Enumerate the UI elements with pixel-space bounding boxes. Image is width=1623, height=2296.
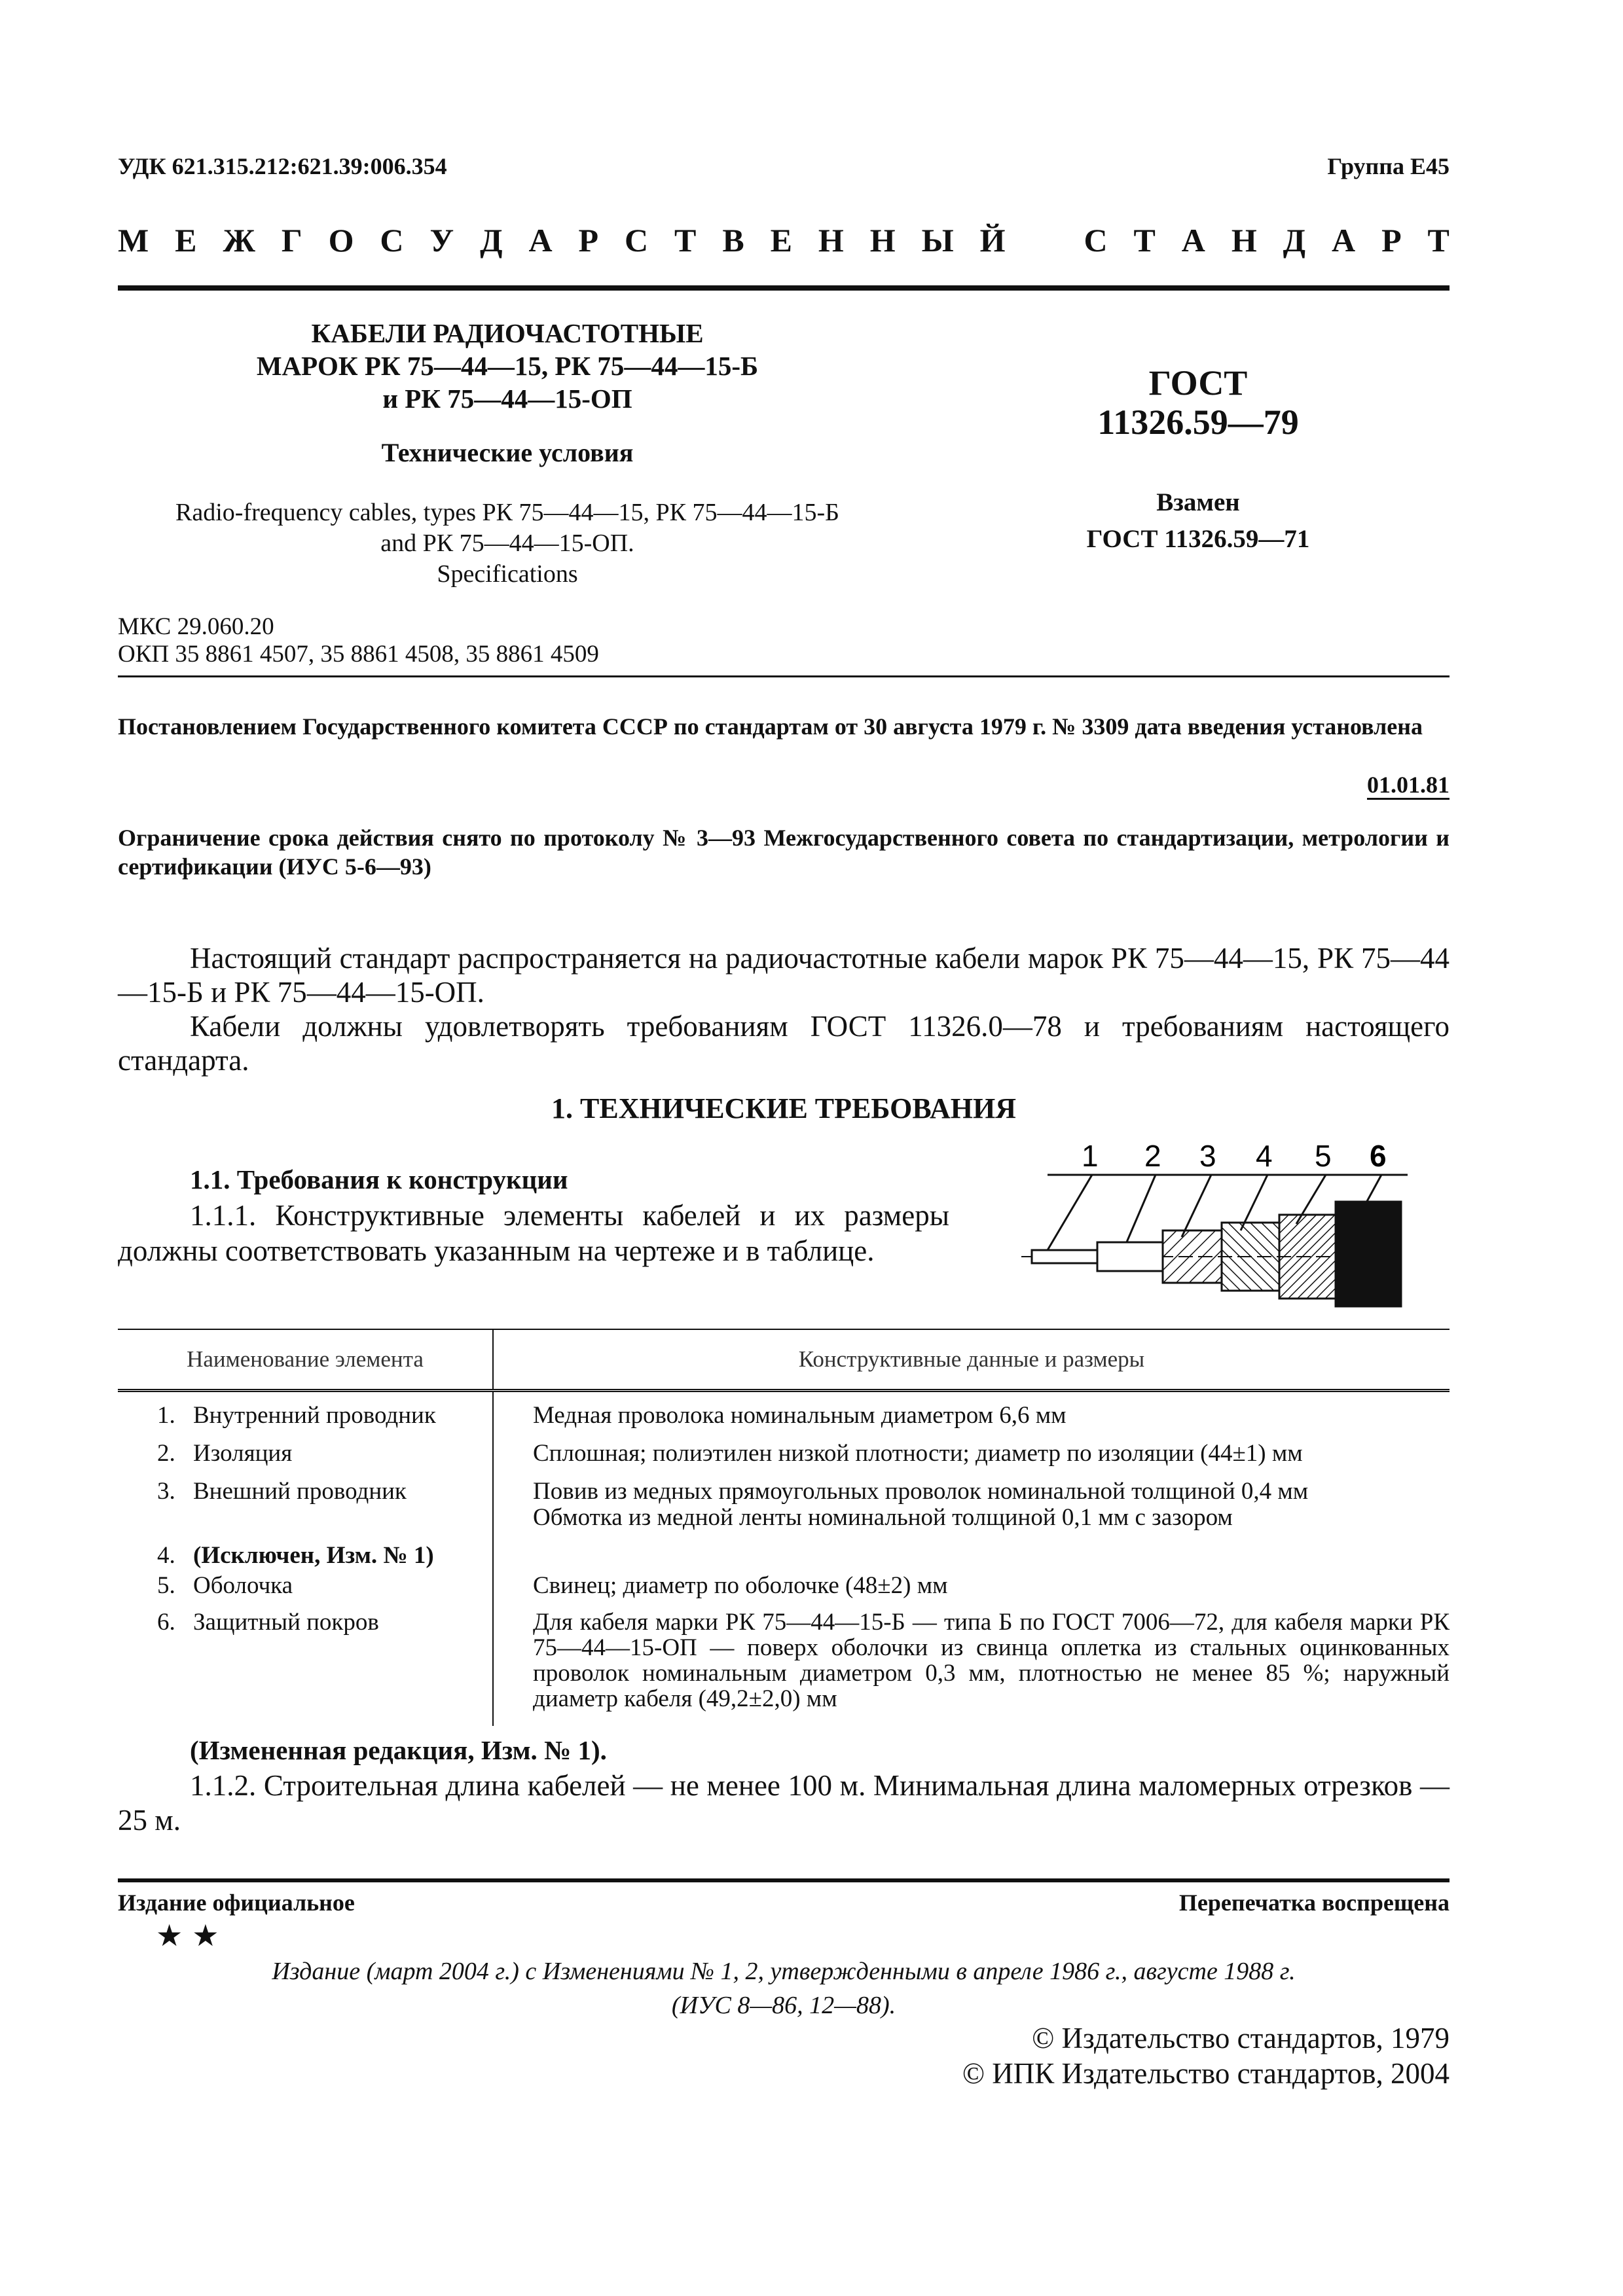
banner-letter: О — [328, 222, 354, 259]
element-name: Внешний проводник — [193, 1478, 407, 1505]
clause-1-1-2: 1.1.2. Строительная длина кабелей — не менее 100 м. Минимальная длина маломерных отрезков — 25 м. — [118, 1769, 1450, 1837]
banner-letter: Ы — [921, 222, 954, 259]
outer-conductor — [1163, 1230, 1222, 1283]
mks-code: МКС 29.060.20 — [118, 613, 274, 640]
banner-letter: С — [1084, 222, 1108, 259]
group-code: Группа Е45 — [1327, 153, 1450, 179]
standard-banner — [118, 221, 1450, 259]
banner-letter: В — [722, 222, 744, 259]
copyright-line: © Издательство стандартов, 1979 — [1032, 2022, 1450, 2054]
table-row — [118, 1569, 1450, 1599]
diagram-label: 5 — [1315, 1139, 1332, 1173]
banner-letter: Н — [869, 222, 896, 259]
document-subtitle: Технические условия — [381, 438, 634, 467]
banner-rule — [118, 285, 1450, 291]
cable-cross-section-drawing — [1021, 1139, 1414, 1309]
gost-number: 11326.59—79 — [1097, 403, 1299, 442]
replaces-label: Взамен — [1156, 488, 1240, 516]
element-name: Защитный покров — [193, 1609, 379, 1636]
english-title-line: Specifications — [437, 560, 578, 588]
row-number: 4. — [157, 1542, 175, 1569]
banner-letter: Т — [1133, 222, 1156, 259]
table-row — [118, 1599, 1450, 1726]
banner-letter: А — [1332, 222, 1356, 259]
header-rule — [118, 675, 1450, 677]
intro-paragraph: Кабели должны удовлетворять требованиям ГОСТ 11326.0—78 и требованиям настоящего стандарта. — [118, 1010, 1450, 1077]
row-number: 2. — [157, 1440, 175, 1467]
insulation-layer — [1097, 1242, 1163, 1271]
english-title-line: Radio-frequency cables, types РК 75—44—15, РК 75—44—15-Б — [175, 499, 839, 526]
edition-line: Издание (март 2004 г.) с Изменениями № 1, 2, утвержденными в апреле 1986 г., августе 1988 г. — [272, 1958, 1296, 1985]
official-edition: Издание официальное — [118, 1890, 355, 1916]
table-row — [118, 1467, 1450, 1531]
diagram-label: 1 — [1082, 1139, 1099, 1173]
lead-sheath — [1279, 1215, 1336, 1299]
leader-line — [1126, 1175, 1156, 1244]
diagram-label: 3 — [1199, 1139, 1216, 1173]
row-number: 1. — [157, 1402, 175, 1429]
banner-letter: С — [624, 222, 649, 259]
title-line: КАБЕЛИ РАДИОЧАСТОТНЫЕ — [311, 318, 704, 348]
banner-letter: Й — [979, 222, 1006, 259]
element-name: Оболочка — [193, 1572, 293, 1599]
banner-letter: У — [429, 222, 454, 259]
udk-code: УДК 621.315.212:621.39:006.354 — [118, 153, 447, 179]
restriction-note: Ограничение срока действия снято по протоколу № 3—93 Межгосударственного совета по стандартизации, метрологии и сертификации (ИУС 5-6—93) — [118, 825, 1450, 880]
banner-letter: Т — [674, 222, 697, 259]
inner-conductor — [1032, 1250, 1097, 1263]
table-row — [118, 1429, 1450, 1467]
table-row — [118, 1531, 1450, 1569]
banner-letter: М — [118, 222, 149, 259]
replaces-number: ГОСТ 11326.59—71 — [1086, 525, 1310, 553]
amendment-note: (Измененная редакция, Изм. № 1). — [190, 1735, 607, 1765]
edition-line: (ИУС 8—86, 12—88). — [671, 1992, 896, 2019]
clause-1-1-1: 1.1.1. Конструктивные элементы кабелей и их размеры должны соответствовать указанным на чертеже и в таблице. — [118, 1199, 949, 1267]
leader-line — [1182, 1175, 1211, 1237]
replaces-block — [1002, 484, 1395, 558]
banner-letter: Д — [1283, 222, 1306, 259]
element-name: Внутренний проводник — [193, 1402, 436, 1429]
section-title: 1. ТЕХНИЧЕСКИЕ ТРЕБОВАНИЯ — [551, 1092, 1016, 1124]
element-data: Медная проволока номинальным диаметром 6,6 мм — [533, 1402, 1067, 1429]
leader-line — [1048, 1175, 1092, 1250]
row-number: 3. — [157, 1478, 175, 1505]
element-data: Повив из медных прямоугольных проволок номинальной толщиной 0,4 мм — [533, 1478, 1309, 1505]
tape-wrapping — [1222, 1223, 1279, 1291]
banner-letter: С — [380, 222, 404, 259]
banner-letter: Т — [1427, 222, 1450, 259]
banner-letter: Р — [578, 222, 599, 259]
banner-letter: Г — [281, 222, 302, 259]
table-row — [118, 1391, 1450, 1429]
construction-table — [118, 1329, 1450, 1726]
element-data — [493, 1531, 1450, 1569]
element-data: Сплошная; полиэтилен низкой плотности; диаметр по изоляции (44±1) мм — [533, 1440, 1303, 1467]
reprint-prohibited: Перепечатка воспрещена — [1178, 1890, 1450, 1916]
column-header: Конструктивные данные и размеры — [798, 1346, 1145, 1372]
introduction-date: 01.01.81 — [1367, 772, 1450, 798]
element-name: Изоляция — [193, 1440, 293, 1467]
decree-text: Постановлением Государственного комитета СССР по стандартам от 30 августа 1979 г. № 3309 дата введения установлена — [118, 713, 1423, 740]
element-data: Свинец; диаметр по оболочке (48±2) мм — [533, 1572, 948, 1599]
banner-letter: Д — [480, 222, 503, 259]
footer-rule — [118, 1878, 1450, 1882]
subsection-title: 1.1. Требования к конструкции — [190, 1164, 568, 1194]
banner-letter: А — [1181, 222, 1205, 259]
intro-paragraph: Настоящий стандарт распространяется на радиочастотные кабели марок РК 75—44—15, РК 75—44—15-Б и РК 75—44—15-ОП. — [118, 942, 1450, 1009]
element-name: (Исключен, Изм. № 1) — [193, 1542, 434, 1569]
element-data: Для кабеля марки РК 75—44—15-Б — типа Б по ГОСТ 7006—72, для кабеля марки РК 75—44—15-ОП — поверх оболочки из свинца оплетка из стальных оцинкованных проволок номинальным диаметром 0,3 мм, плотностью не менее 85 %; наружный диаметр кабеля (49,2±2,0) мм — [533, 1609, 1450, 1712]
banner-letter: Ж — [223, 222, 255, 259]
title-line: МАРОК РК 75—44—15, РК 75—44—15-Б — [256, 351, 759, 381]
diagram-label: 2 — [1144, 1139, 1161, 1173]
element-data: Обмотка из медной ленты номинальной толщиной 0,1 мм с зазором — [533, 1504, 1233, 1531]
protective-cover — [1336, 1202, 1401, 1306]
banner-letter: Н — [1231, 222, 1257, 259]
gost-label: ГОСТ — [1148, 363, 1248, 403]
classification-codes — [118, 613, 599, 668]
stars-mark: ★★ — [156, 1919, 228, 1952]
banner-letter: Р — [1381, 222, 1402, 259]
column-header: Наименование элемента — [118, 1329, 493, 1391]
diagram-label: 6 — [1370, 1139, 1387, 1173]
banner-letter: Е — [770, 222, 792, 259]
banner-letter: Е — [175, 222, 197, 259]
row-number: 5. — [157, 1572, 175, 1599]
row-number: 6. — [157, 1609, 175, 1636]
okp-code: ОКП 35 8861 4507, 35 8861 4508, 35 8861 4509 — [118, 641, 599, 668]
banner-letter: А — [528, 222, 553, 259]
gost-designation — [1002, 363, 1395, 442]
document-title — [118, 317, 897, 415]
english-title — [118, 497, 897, 590]
english-title-line: and РК 75—44—15-ОП. — [380, 529, 634, 557]
title-line: и РК 75—44—15-ОП — [382, 384, 632, 414]
copyright-line: © ИПК Издательство стандартов, 2004 — [962, 2057, 1450, 2090]
banner-letter: Н — [818, 222, 844, 259]
edition-note — [118, 1954, 1450, 2022]
diagram-label: 4 — [1256, 1139, 1273, 1173]
